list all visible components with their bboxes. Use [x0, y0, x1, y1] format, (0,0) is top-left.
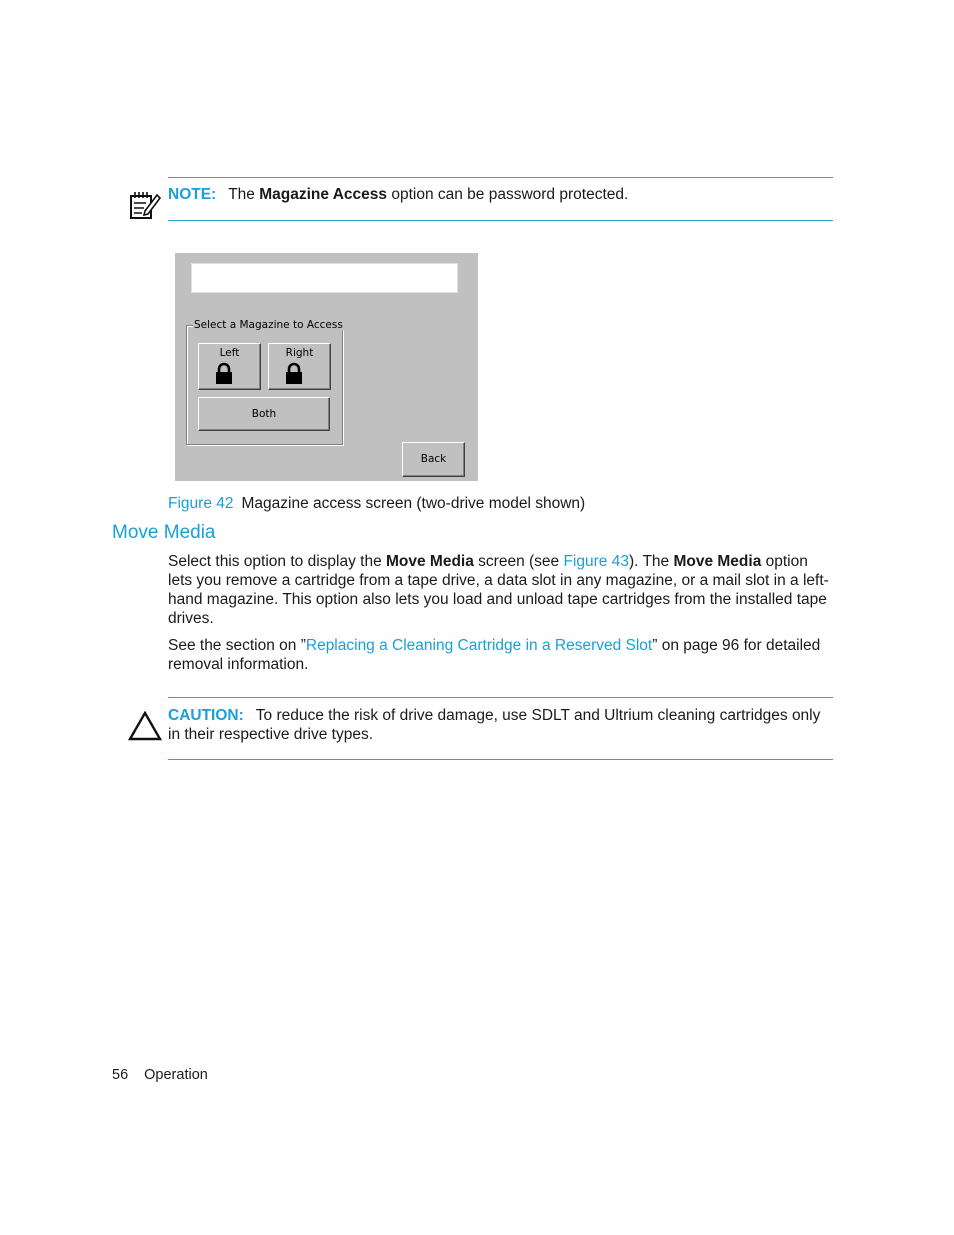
caution-top-rule [168, 697, 833, 698]
right-button-label: Right [285, 347, 314, 359]
note-top-rule [168, 177, 833, 178]
p1-text-2: screen (see [473, 553, 564, 570]
note-label: NOTE: [168, 186, 217, 203]
see-section-paragraph [168, 636, 833, 674]
caution-bottom-rule [168, 759, 833, 760]
page-number: 56 [112, 1067, 129, 1083]
note-bold: Magazine Access [259, 186, 388, 203]
lock-icon [285, 362, 303, 385]
p1-text-4: option lets you remove a cartridge from a tape drive, a data slot in any magazine, or a mail slot in a left-hand magazine. This option also lets you load and unload tape cartridges from the installed tape drives. [168, 553, 829, 627]
note-text [168, 186, 628, 204]
p1-bold-1: Move Media [386, 553, 474, 570]
figure-label: Figure 42 [168, 495, 234, 512]
note-pad-icon [129, 187, 161, 221]
p1-text-3: ). The [628, 553, 674, 570]
caution-label: CAUTION: [168, 707, 244, 724]
both-magazines-button[interactable] [198, 397, 330, 431]
both-button-label: Both [251, 408, 277, 420]
move-media-paragraph [168, 552, 833, 628]
p1-bold-2: Move Media [673, 553, 762, 570]
figure-caption [168, 495, 585, 513]
left-magazine-button[interactable] [198, 343, 261, 390]
note-text-after: option can be password protected. [387, 186, 629, 203]
figure-caption-text: Magazine access screen (two-drive model shown) [241, 495, 586, 512]
back-button-label: Back [420, 453, 447, 465]
screen-display-field [191, 263, 458, 293]
caution-text [168, 706, 833, 744]
p2-text-2: ” on page 96 for detailed removal information. [168, 637, 821, 673]
group-label: Select a Magazine to Access [194, 319, 343, 331]
footer-section: Operation [144, 1067, 208, 1083]
figure-43-link[interactable]: Figure 43 [563, 553, 629, 570]
caution-triangle-icon [128, 711, 162, 741]
note-bottom-rule [168, 220, 833, 221]
replacing-cleaning-cartridge-link[interactable]: Replacing a Cleaning Cartridge in a Reserved Slot [305, 637, 653, 654]
left-button-label: Left [219, 347, 240, 359]
back-button[interactable] [402, 442, 465, 477]
right-magazine-button[interactable] [268, 343, 331, 390]
note-text-before: The [228, 186, 260, 203]
p1-text-1: Select this option to display the [168, 553, 386, 570]
page-footer [112, 1067, 208, 1083]
p2-text-1: See the section on ” [168, 637, 306, 654]
magazine-access-screen [175, 253, 478, 481]
magazine-select-group [186, 319, 343, 445]
section-heading: Move Media [112, 522, 216, 543]
caution-body: To reduce the risk of drive damage, use SDLT and Ultrium cleaning cartridges only in their respective drive types. [168, 707, 821, 743]
lock-icon [215, 362, 233, 385]
